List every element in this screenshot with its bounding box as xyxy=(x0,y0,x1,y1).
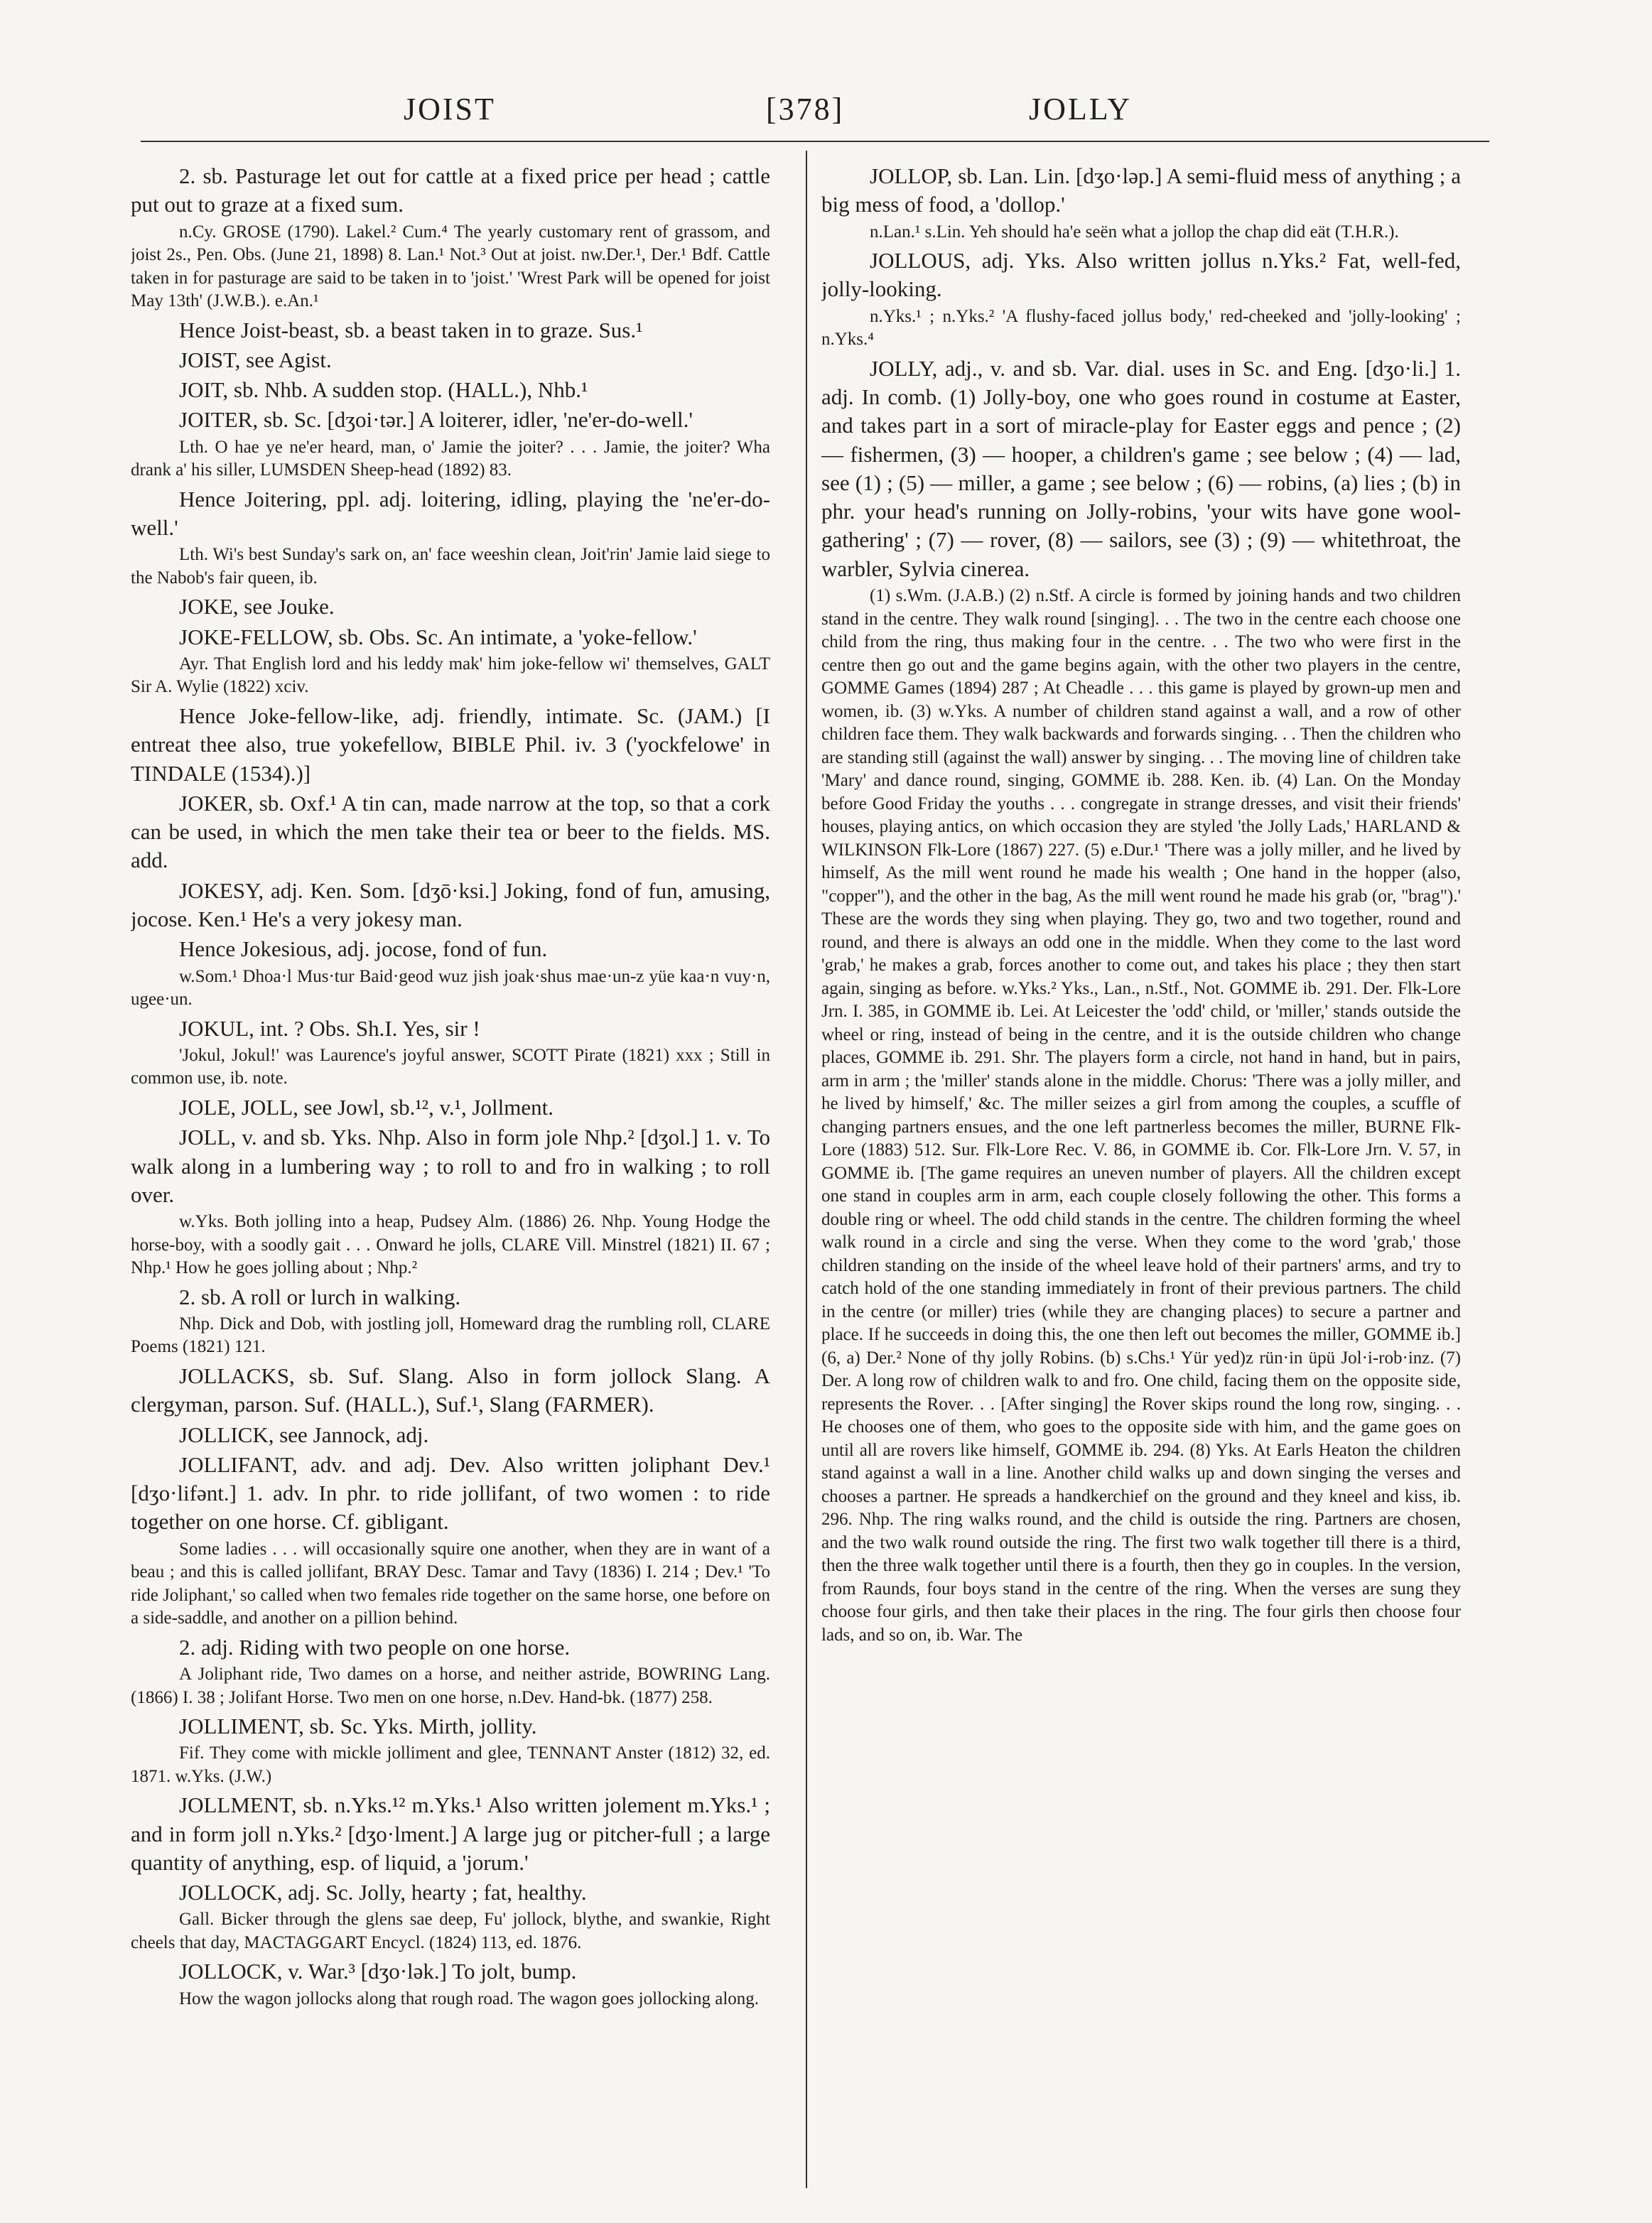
citation-quote: w.Yks. Both jolling into a heap, Pudsey Alm. (1886) 26. Nhp. Young Hodge the horse-boy, with a soodly gait . . . Onward he jolls, CLARE Vill. Minstrel (1821) II. 67 ; Nhp.¹ How he goes jolling about ; Nhp.² xyxy=(131,1212,770,1278)
dictionary-entry: JOITER, sb. Sc. [dʒoi·tər.] A loiterer, idler, 'ne'er-do-well.' xyxy=(179,407,693,433)
dictionary-entry: JOLLIFANT, adv. and adj. Dev. Also written joliphant Dev.¹ [dʒo·lifənt.] 1. adv. In phr. to ride jollifant, of two women : to ride together on one horse. Cf. gibligant. xyxy=(131,1451,770,1535)
dictionary-entry: 2. sb. A roll or lurch in walking. xyxy=(179,1284,461,1309)
citation-quote: n.Lan.¹ s.Lin. Yeh should ha'e seën what a jollop the chap did eät (T.H.R.). xyxy=(870,222,1399,242)
citation-quote: Fif. They come with mickle jolliment and glee, TENNANT Anster (1812) 32, ed. 1871. w.Yks. (J.W.) xyxy=(131,1743,770,1786)
dictionary-entry: Hence Jokesious, adj. jocose, fond of fun. xyxy=(179,936,548,962)
dictionary-entry: JOLLIMENT, sb. Sc. Yks. Mirth, jollity. xyxy=(179,1714,537,1738)
dictionary-entry: Hence Joke-fellow-like, adj. friendly, intimate. Sc. (JAM.) [I entreat thee also, true yokefellow, BIBLE Phil. iv. 3 ('yockfelowe' in TINDALE (1534).)] xyxy=(131,703,770,786)
dictionary-entry: JOIST, see Agist. xyxy=(179,347,332,372)
dictionary-entry: 2. adj. Riding with two people on one horse. xyxy=(179,1634,571,1660)
dictionary-entry: JOLL, v. and sb. Yks. Nhp. Also in form jole Nhp.² [dʒol.] 1. v. To walk along in a lumbering way ; to roll to and fro in walking ; to roll over. xyxy=(131,1125,770,1207)
dictionary-entry: JOKER, sb. Oxf.¹ A tin can, made narrow at the top, so that a cork can be used, in which the men take their tea or beer to the fields. MS. add. xyxy=(131,790,770,873)
dictionary-entry: JOLLACKS, sb. Suf. Slang. Also in form jollock Slang. A clergyman, parson. Suf. (HALL.), Suf.¹, Slang (FARMER). xyxy=(131,1363,770,1417)
dictionary-entry: JOLLICK, see Jannock, adj. xyxy=(179,1422,429,1447)
column-divider xyxy=(806,151,807,2188)
header-right-word: JOLLY xyxy=(1029,92,1133,126)
dictionary-entry: Hence Joist-beast, sb. a beast taken in to graze. Sus.¹ xyxy=(179,317,643,342)
dictionary-entry: 2. sb. Pasturage let out for cattle at a fixed price per head ; cattle put out to graze at a fixed sum. xyxy=(131,163,770,217)
citation-quote: Lth. O hae ye ne'er heard, man, o' Jamie the joiter? . . . Jamie, the joiter? Wha drank a' his siller, LUMSDEN Sheep-head (1892) 83. xyxy=(131,437,770,480)
dictionary-entry: JOLLOCK, adj. Sc. Jolly, hearty ; fat, healthy. xyxy=(179,1880,587,1905)
citation-quote: (1) s.Wm. (J.A.B.) (2) n.Stf. A circle is formed by joining hands and two children stand in the centre. They walk round [singing]. . . The two in the centre each choose one child from the ring, thus making four in the centre. . . The two who were first in the centre then go out and the game begins again, with the other two players in the centre, GOMME Games (1894) 287 ; At Cheadle . . . this game is played by grown-up men and women, ib. (3) w.Yks. A number of children stand against a wall, and a row of other children face them. They walk backwards and forwards singing. . . Then the children who are standing still (against the wall) answer by singing. . . The moving line of children take 'Mary' and dance round, singing, GOMME ib. 288. Ken. ib. (4) Lan. On the Monday before Good Friday the youths . . . congregate in strange dresses, and visit their friends' houses, playing antics, on which occasion they are styled 'the Jolly Lads,' HARLAND & WILKINSON Flk-Lore (1867) 227. (5) e.Dur.¹ 'There was a jolly miller, and he lived by himself, As the mill went round he made his wealth ; One hand in the hopper (also, "copper"), and the other in the bag, As the mill went round he made his grab (or, "brag").' These are the words they sing when playing. They go, two and two together, round and round, and there is always an odd one in the middle. When they come to the last word 'grab,' he makes a grab, forces another to come out, and takes his place ; they then start again, singing as before. w.Yks.² Yks., Lan., n.Stf., Not. GOMME ib. 291. Der. Flk-Lore Jrn. I. 385, in GOMME ib. Lei. At Leicester the 'odd' child, or 'miller,' stands outside the wheel or ring, instead of being in the centre, and it is the outside children who change places, GOMME ib. 291. Shr. The players form a circle, not hand in hand, but in pairs, arm in arm ; the 'miller' stands alone in the middle. Chorus: 'There was a jolly miller, and he lived by himself,' &c. The miller seizes a girl from among the couples, a scuffle of changing partners ensues, and the one left partnerless becomes the miller, BURNE Flk-Lore (1883) 512. Sur. Flk-Lore Rec. V. 86, in GOMME ib. Cor. Flk-Lore Jrn. V. 57, in GOMME ib. [The game requires an uneven number of players. All the children except one stand in couples arm in arm, each couple closely following the other. This forms a double ring or wheel. The odd child stands in the centre. The children forming the wheel walk round in a circle and sing the verse. When they come to the word 'grab,' those children standing on the inside of the wheel leave hold of their partners' arms, and try to catch hold of the one standing immediately in front of their previous partners. The child in the centre (or miller) tries (while they are changing places) to secure a partner and place. If he succeeds in doing this, the one then left out becomes the miller, GOMME ib.] (6, a) Der.² None of thy jolly Robins. (b) s.Chs.¹ Yür yed)z rün·in üpü Jol·i-rob·inz. (7) Der. A long row of children walk to and fro. One child, facing them on the opposite side, represents the Rover. . . [After singing] the Rover skips round the long row, singing. . . He chooses one of them, who goes to the opposite side with him, and the game goes on until all are rovers like himself, GOMME ib. 294. (8) Yks. At Earls Heaton the children stand against a wall in a line. Another child walks up and down singing the verses and chooses a partner. He spreads a handkerchief on the ground and they kneel and kiss, ib. 296. Nhp. The ring walks round, and the child is outside the ring. Partners are chosen, and the two walk round outside the ring. The first two walk together till there is a third, then the three walk together until there is a fourth, then they go in couples. In the version, from Raunds, four boys stand in the centre of the ring. When the verses are sung they choose four girls, and then take their places in the ring. The four girls then choose four lads, and so on, ib. War. The xyxy=(821,586,1461,1645)
dictionary-entry: JOLLOUS, adj. Yks. Also written jollus n.Yks.² Fat, well-fed, jolly-looking. xyxy=(821,248,1461,302)
citation-quote: Nhp. Dick and Dob, with jostling joll, Homeward drag the rumbling roll, CLARE Poems (1821) 121. xyxy=(131,1314,770,1357)
left-column xyxy=(131,162,770,2187)
header-left-word: JOIST xyxy=(404,92,496,126)
dictionary-entry: JOLLY, adj., v. and sb. Var. dial. uses in Sc. and Eng. [dʒo·li.] 1. adj. In comb. (1) Jolly-boy, one who goes round in costume at Easter, and takes part in a sort of miracle-play for Easter eggs and pence ; (2) — fishermen, (3) — hooper, a children's game ; see below ; (4) — lad, see (1) ; (5) — miller, a game ; see below ; (6) — robins, (a) lies ; (b) in phr. your head's running on Jolly-robins, 'your wits have gone wool-gathering' ; (7) — rover, (8) — sailors, see (3) ; (9) — whitethroat, the warbler, Sylvia cinerea. xyxy=(821,355,1461,581)
dictionary-entry: JOKE-FELLOW, sb. Obs. Sc. An intimate, a 'yoke-fellow.' xyxy=(179,624,697,649)
header-rule xyxy=(141,141,1489,142)
citation-quote: 'Jokul, Jokul!' was Laurence's joyful answer, SCOTT Pirate (1821) xxx ; Still in common use, ib. note. xyxy=(131,1045,770,1088)
dictionary-entry: Hence Joitering, ppl. adj. loitering, idling, playing the 'ne'er-do-well.' xyxy=(131,486,770,541)
citation-quote: A Joliphant ride, Two dames on a horse, and neither astride, BOWRING Lang. (1866) I. 38 ; Jolifant Horse. Two men on one horse, n.Dev. Hand-bk. (1877) 258. xyxy=(131,1665,770,1707)
dictionary-entry: JOKE, see Jouke. xyxy=(179,594,335,620)
citation-quote: n.Yks.¹ ; n.Yks.² 'A flushy-faced jollus body,' red-cheeked and 'jolly-looking' ; n.Yks.⁴ xyxy=(821,306,1461,350)
citation-quote: w.Som.¹ Dhoa·l Mus·tur Baid·geod wuz jish joak·shus mae·un-z yüe kaa·n vuy·n, ugee·un. xyxy=(131,966,770,1010)
dictionary-entry: JOLE, JOLL, see Jowl, sb.¹², v.¹, Jollment. xyxy=(179,1094,554,1120)
page-header xyxy=(141,91,1512,134)
citation-quote: How the wagon jollocks along that rough road. The wagon goes jollocking along. xyxy=(179,1989,760,2008)
dictionary-entry: JOKUL, int. ? Obs. Sh.I. Yes, sir ! xyxy=(179,1015,480,1041)
dictionary-entry: JOLLOP, sb. Lan. Lin. [dʒo·ləp.] A semi-fluid mess of anything ; a big mess of food, a 'dollop.' xyxy=(821,163,1461,217)
citation-quote: Lth. Wi's best Sunday's sark on, an' face weeshin clean, Joit'rin' Jamie laid siege to the Nabob's fair queen, ib. xyxy=(131,545,770,588)
citation-quote: n.Cy. GROSE (1790). Lakel.² Cum.⁴ The yearly customary rent of grassom, and joist 2s., Pen. Obs. (June 21, 1898) 8. Lan.¹ Not.³ Out at joist. nw.Der.¹, Der.¹ Bdf. Cattle taken in for pasturage are said to be taken in to 'joist.' 'Wrest Park will be opened for joist May 13th' (J.W.B.). e.An.¹ xyxy=(131,222,770,311)
dictionary-entry: JOIT, sb. Nhb. A sudden stop. (HALL.), Nhb.¹ xyxy=(179,377,588,403)
page-number: [378] xyxy=(766,92,845,126)
citation-quote: Gall. Bicker through the glens sae deep, Fu' jollock, blythe, and swankie, Right cheels that day, MACTAGGART Encycl. (1824) 113, ed. 1876. xyxy=(131,1910,770,1952)
citation-quote: Ayr. That English lord and his leddy mak' him joke-fellow wi' themselves, GALT Sir A. Wylie (1822) xciv. xyxy=(131,654,770,697)
dictionary-entry: JOLLOCK, v. War.³ [dʒo·lək.] To jolt, bump. xyxy=(179,1959,577,1984)
dictionary-entry: JOLLMENT, sb. n.Yks.¹² m.Yks.¹ Also written jolement m.Yks.¹ ; and in form joll n.Yks.² [dʒo·lment.] A large jug or pitcher-full ; a large quantity of anything, esp. of liquid, a 'jorum.' xyxy=(131,1792,770,1875)
dictionary-entry: JOKESY, adj. Ken. Som. [dʒō·ksi.] Joking, fond of fun, amusing, jocose. Ken.¹ He's a very jokesy man. xyxy=(131,877,770,932)
right-column xyxy=(821,162,1461,2187)
citation-quote: Some ladies . . . will occasionally squire one another, when they are in want of a beau ; and this is called jollifant, BRAY Desc. Tamar and Tavy (1836) I. 214 ; Dev.¹ 'To ride Joliphant,' so called when two females ride together on the same horse, one before on a side-saddle, and another on a pillion behind. xyxy=(131,1539,770,1628)
